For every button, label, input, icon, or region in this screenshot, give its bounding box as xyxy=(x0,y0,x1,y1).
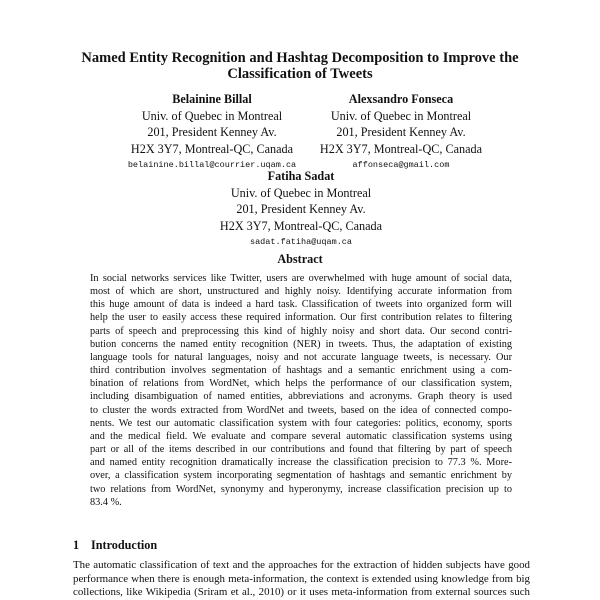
section-number: 1 xyxy=(73,538,80,552)
author-address-line1: 201, President Kenney Av. xyxy=(147,125,277,139)
abstract-line: third contribution involves segmentation of hashtags and a semantic enrichment using a com- xyxy=(90,365,512,377)
author-email: belainine.billal@courrier.uqam.ca xyxy=(127,160,297,170)
section-title: Introduction xyxy=(91,538,158,552)
author-address-line1: 201, President Kenney Av. xyxy=(236,202,366,216)
abstract-line: and the medical field. We evaluate and compare several automatic classification systems using xyxy=(90,430,512,442)
author-affiliation: Univ. of Quebec in Montreal xyxy=(330,108,472,123)
author-affiliation: Univ. of Quebec in Montreal xyxy=(230,185,372,200)
abstract-line: nents. We test our automatic classification system with four categories: politics, economy, sports xyxy=(90,417,512,429)
abstract-line: most of which are short, unstructured and highly noisy. Identifying accurate information from xyxy=(90,286,512,298)
author-name: Belainine Billal xyxy=(172,92,252,106)
author-address-line2: H2X 3Y7, Montreal-QC, Canada xyxy=(319,141,483,156)
author-address-line1: 201, President Kenney Av. xyxy=(336,125,466,139)
author-address-line2: H2X 3Y7, Montreal-QC, Canada xyxy=(130,141,294,156)
section-heading-introduction xyxy=(73,538,157,553)
abstract-line: over, a classification system incorporating segmentation of hashtags and semantic enrichment by xyxy=(90,470,512,482)
abstract-line: bination of relations from WordNet, which helps the performance of our classification system, xyxy=(90,378,512,390)
author-email: affonseca@gmail.com xyxy=(352,160,450,170)
abstract-line: part or all of the items described in our contributions and found that filtering by part of speech xyxy=(90,444,512,456)
abstract-line: to cluster the words extracted from WordNet and tweets, based on the idea of connected compo- xyxy=(90,404,512,416)
author-name: Fatiha Sadat xyxy=(267,169,335,183)
abstract-line: two relations from WordNet, synonymy and hyperonymy, increase classification precision up to xyxy=(90,483,512,495)
abstract-body xyxy=(90,272,512,509)
author-name: Alexsandro Fonseca xyxy=(348,92,454,106)
abstract-line: this huge amount of data is indeed a hard task. Classification of tweets into organized form will xyxy=(90,299,512,311)
introduction-body xyxy=(73,559,530,600)
abstract-line: including disambiguation of named entities, abbreviations and acronyms. Graph theory is used xyxy=(90,391,512,403)
author-block-2 xyxy=(281,91,521,172)
abstract-line: bution concerns the named entity recognition (NER) in tweets. Thus, the adaptation of existing xyxy=(90,338,512,350)
abstract-line: help the user to easily access these required information. Our first contribution relates to filtering xyxy=(90,312,512,324)
author-email: sadat.fatiha@uqam.ca xyxy=(249,237,353,247)
abstract-line: 83.4 %. xyxy=(90,496,122,508)
abstract-line: In social networks services like Twitter, users are overwhelmed with huge amount of social data, xyxy=(90,273,512,284)
intro-line: The automatic classification of text and the approaches for the extraction of hidden subjects have good xyxy=(73,559,530,571)
paper-title: Named Entity Recognition and Hashtag Decomposition to Improve the Classification of Tweets xyxy=(81,50,519,82)
intro-line: collections, like Wikipedia (Sriram et al., 2010) or it uses meta-information from external sources such xyxy=(73,586,530,599)
abstract-line: and named entity recognition dramatically increase the classification precision to 77.3 %. More- xyxy=(90,457,512,469)
abstract-line: language tools for natural languages, noisy and not accurate language tweets, is necessary. Our xyxy=(90,351,512,363)
author-block-3 xyxy=(181,168,421,249)
author-address-line2: H2X 3Y7, Montreal-QC, Canada xyxy=(219,218,383,233)
abstract-line: parts of speech and preprocessing this kind of highly noisy and short data. Our second contri- xyxy=(90,325,512,337)
intro-line: performance when there is enough meta-information, the context is extended using knowledge from big xyxy=(73,572,530,585)
author-affiliation: Univ. of Quebec in Montreal xyxy=(141,108,283,123)
abstract-heading: Abstract xyxy=(277,252,323,266)
